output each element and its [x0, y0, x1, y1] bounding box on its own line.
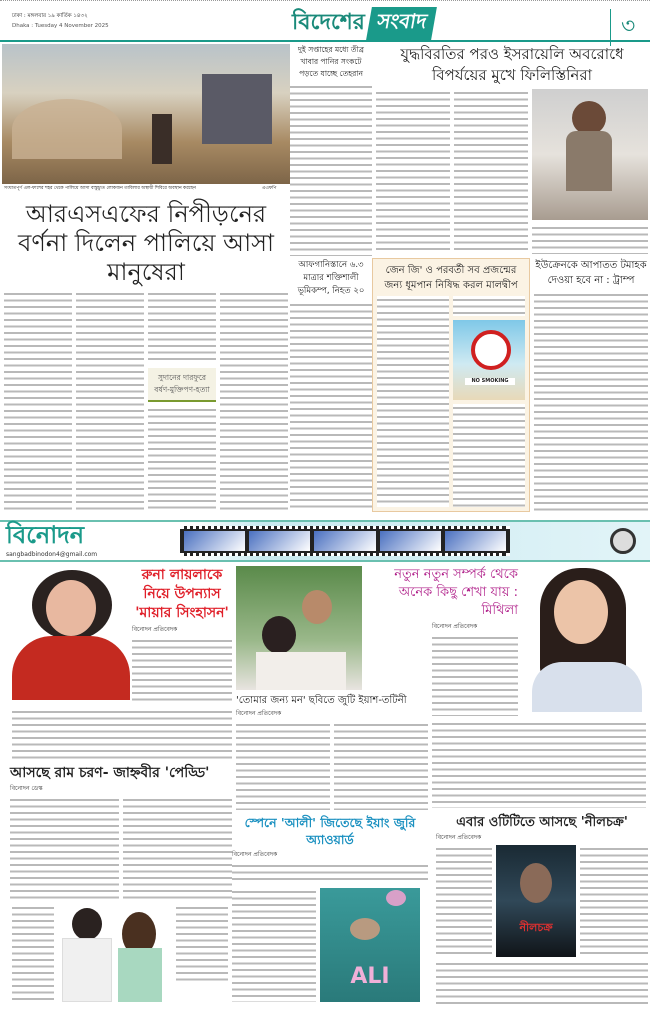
tomar-byline: বিনোদন প্রতিবেদক — [236, 710, 282, 717]
section-title — [292, 7, 434, 39]
peddi-byline: বিনোদন ডেস্ক — [10, 785, 43, 792]
sudan-subhead: সুদানের দারফুরে বর্ষণ-মুক্তিপণ-হত্যা — [154, 373, 210, 395]
yash-totini-photo — [236, 566, 362, 690]
neel-body — [580, 845, 648, 957]
mithila-body — [432, 634, 518, 716]
maldives-headline: জেন জি' ও পরবর্তী সব প্রজন্মের জন্য ধূমপান নিষিদ্ধ করল মালদ্বীপ — [384, 265, 518, 291]
afghan-headline: আফগানিস্তানে ৬.৩ মাত্রার শক্তিশালী ভূমিকম্প, নিহত ২০ — [297, 259, 365, 296]
sudan-subhead-box — [148, 368, 216, 402]
neel-byline: বিনোদন প্রতিবেদক — [436, 834, 482, 841]
ram-charan-janhvi-photo — [56, 904, 174, 1002]
peddi-body — [176, 904, 228, 984]
ali-body — [232, 888, 316, 1002]
section-title-b: সংবাদ — [366, 7, 437, 40]
runa-byline: বিনোদন প্রতিবেদক — [132, 626, 178, 633]
ali-byline: বিনোদন প্রতিবেদক — [232, 851, 278, 858]
peddi-body — [123, 796, 232, 900]
neel-poster-title: নীলচক্র — [519, 921, 553, 934]
mithila-story — [380, 566, 518, 716]
film-reel-icon — [610, 528, 636, 554]
binodon-title: বিনোদন — [6, 521, 85, 549]
gaza-headline: যুদ্ধবিরতির পরও ইসরায়েলি অবরোধে বিপর্যয়ের মুখে ফিলিস্তিনিরা — [400, 45, 624, 84]
gaza-child-photo — [532, 89, 648, 220]
runa-headline: রুনা লায়লাকে নিয়ে উপন্যাস 'মায়ার সিংহাসন' — [135, 567, 229, 621]
tehran-afghan-column — [290, 44, 372, 508]
neelchakra-poster — [496, 845, 576, 957]
neel-headline: এবার ওটিটিতে আসছে 'নীলচক্র' — [456, 815, 628, 830]
runa-laila-photo — [12, 566, 130, 700]
banner-email: sangbadbinodon4@gmail.com — [6, 551, 98, 558]
lead-body — [220, 290, 288, 510]
neel-body — [436, 845, 492, 957]
section-title-a: বিদেশের — [292, 9, 365, 35]
mithila-headline: নতুন নতুন সম্পর্ক থেকে অনেক কিছু শেখা যায় : মিথিলা — [394, 567, 518, 618]
mithila-photo — [522, 566, 648, 712]
ali-poster — [320, 888, 420, 1002]
peddi-headline: আসছে রাম চরণ- জাহ্নবীর 'পেড্ডি' — [10, 765, 210, 781]
maldives-body — [453, 296, 525, 316]
film-strip — [180, 526, 510, 556]
ukraine-story — [534, 258, 648, 512]
lead-body — [148, 290, 216, 364]
neel-story — [436, 814, 648, 1004]
tomar-body — [334, 721, 428, 810]
ali-poster-title: ALI — [350, 964, 390, 989]
date-bn: ঢাকা : মঙ্গলবার ১৯ কার্তিক ১৪৩২ — [12, 13, 88, 19]
afghan-body — [290, 301, 372, 508]
date-en: Dhaka : Tuesday 4 November 2025 — [12, 23, 109, 29]
photo-credit: এএফপি — [262, 186, 277, 191]
lead-body — [76, 290, 144, 510]
runa-story — [132, 566, 232, 704]
binodon-banner — [0, 520, 650, 562]
lead-story — [4, 200, 288, 510]
maldives-body — [453, 404, 525, 507]
tehran-headline: দুই সপ্তাহের মধ্যে তীব্র খাবার পানির সংকটে পড়তে যাচ্ছে তেহরান — [297, 45, 365, 78]
runa-body — [12, 708, 232, 760]
ali-story — [232, 814, 428, 884]
runa-body — [132, 637, 232, 704]
gaza-story — [376, 44, 648, 254]
no-smoking-image — [453, 320, 525, 400]
ukraine-headline: ইউক্রেনকে আপাতত টমাহক দেওয়া হবে না : ট্রাম্প — [535, 260, 647, 286]
maldives-body — [377, 296, 449, 507]
refugees-photo — [2, 44, 290, 184]
gaza-body — [376, 89, 450, 254]
tehran-body — [290, 83, 372, 256]
page-number: ৩ — [610, 9, 635, 46]
photo-caption: সংঘাতপূর্ণ এল-ফাশের শহর থেকে পালিয়ে আসা বাস্তুচ্যুত লোকজন তাবিলার অস্থায়ী শিবিরে অবস্থান করছেন — [4, 186, 196, 191]
lead-headline: আরএসএফের নিপীড়নের বর্ণনা দিলেন পালিয়ে আসা মানুষেরা — [18, 200, 274, 286]
gaza-body — [454, 89, 528, 254]
mithila-body — [432, 720, 646, 808]
peddi-body — [12, 904, 54, 1002]
gaza-body — [532, 224, 648, 254]
tomar-headline: 'তোমার জন্য মন' ছবিতে জুটি ইয়াশ-তটিনী — [236, 695, 407, 706]
tomar-body — [236, 721, 330, 810]
neel-body — [436, 960, 648, 1004]
ukraine-body — [534, 291, 648, 512]
lead-body — [148, 406, 216, 510]
ali-body — [232, 862, 428, 884]
maldives-box — [372, 258, 530, 512]
peddi-story — [10, 764, 232, 900]
lead-body — [4, 290, 72, 510]
ali-headline: স্পেনে 'আলী' জিতেছে ইয়াং জুরি অ্যাওয়ার্ড — [244, 815, 416, 847]
mithila-byline: বিনোদন প্রতিবেদক — [432, 623, 478, 630]
no-smoking-sign: NO SMOKING — [465, 378, 515, 385]
masthead — [0, 0, 650, 42]
peddi-body — [10, 796, 119, 900]
